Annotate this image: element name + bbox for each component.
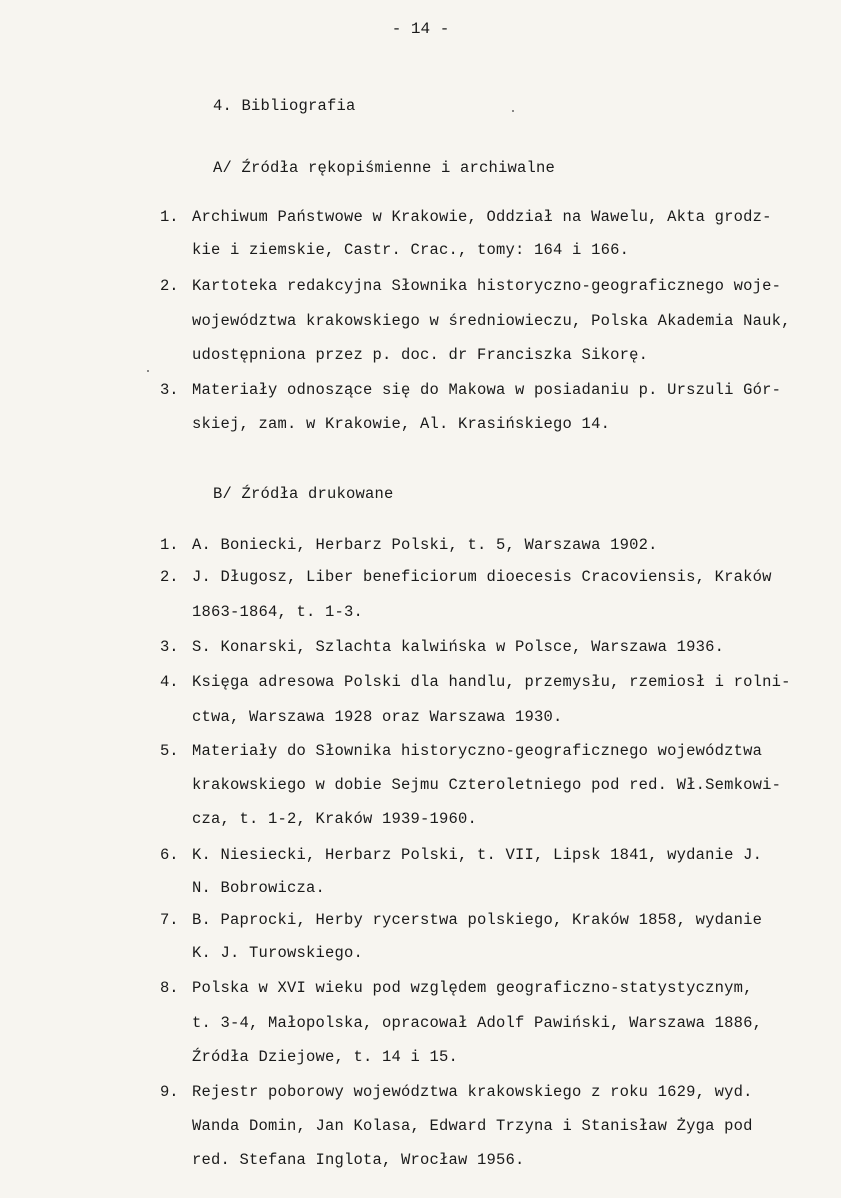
entry-b3-line1: S. Konarski, Szlachta kalwińska w Polsce, Warszawa 1936. — [192, 638, 725, 656]
entry-b3-number: 3. — [160, 638, 179, 656]
entry-b7-line2: K. J. Turowskiego. — [192, 944, 364, 962]
entry-b9-line3: red. Stefana Inglota, Wrocław 1956. — [192, 1151, 525, 1169]
entry-a3-line2: skiej, zam. w Krakowie, Al. Krasińskiego 14. — [192, 415, 611, 433]
scan-speck — [512, 110, 514, 112]
entry-b6-line2: N. Bobrowicza. — [192, 879, 326, 897]
subsection-b-title: B/ Źródła drukowane — [213, 485, 394, 503]
entry-b5-line3: cza, t. 1-2, Kraków 1939-1960. — [192, 810, 478, 828]
entry-b6-number: 6. — [160, 846, 179, 864]
entry-b4-line1: Księga adresowa Polski dla handlu, przemysłu, rzemiosł i rolni- — [192, 673, 791, 691]
entry-b4-number: 4. — [160, 673, 179, 691]
entry-b5-line1: Materiały do Słownika historyczno-geograficznego województwa — [192, 742, 763, 760]
entry-b2-number: 2. — [160, 568, 179, 586]
entry-b9-line1: Rejestr poborowy województwa krakowskiego z roku 1629, wyd. — [192, 1083, 753, 1101]
entry-a2-line2: województwa krakowskiego w średniowieczu, Polska Akademia Nauk, — [192, 312, 791, 330]
entry-b2-line2: 1863-1864, t. 1-3. — [192, 603, 364, 621]
scan-speck — [147, 370, 149, 372]
entry-b6-line1: K. Niesiecki, Herbarz Polski, t. VII, Lipsk 1841, wydanie J. — [192, 846, 763, 864]
entry-b8-number: 8. — [160, 979, 179, 997]
section-heading: 4. Bibliografia — [213, 97, 356, 115]
entry-b4-line2: ctwa, Warszawa 1928 oraz Warszawa 1930. — [192, 708, 563, 726]
entry-b1-number: 1. — [160, 536, 179, 554]
entry-a1-number: 1. — [160, 208, 179, 226]
entry-b5-number: 5. — [160, 742, 179, 760]
entry-b9-line2: Wanda Domin, Jan Kolasa, Edward Trzyna i Stanisław Żyga pod — [192, 1117, 753, 1135]
entry-b9-number: 9. — [160, 1083, 179, 1101]
entry-a3-line1: Materiały odnoszące się do Makowa w posiadaniu p. Urszuli Gór- — [192, 381, 782, 399]
entry-b1-line1: A. Boniecki, Herbarz Polski, t. 5, Warszawa 1902. — [192, 536, 658, 554]
entry-b8-line1: Polska w XVI wieku pod względem geograficzno-statystycznym, — [192, 979, 753, 997]
entry-b5-line2: krakowskiego w dobie Sejmu Czteroletniego pod red. Wł.Semkowi- — [192, 776, 782, 794]
entry-b7-line1: B. Paprocki, Herby rycerstwa polskiego, Kraków 1858, wydanie — [192, 911, 763, 929]
page-number: - 14 - — [391, 20, 450, 38]
entry-a2-line1: Kartoteka redakcyjna Słownika historyczno-geograficznego woje- — [192, 277, 782, 295]
subsection-a-title: A/ Źródła rękopiśmienne i archiwalne — [213, 159, 556, 177]
entry-b7-number: 7. — [160, 911, 179, 929]
entry-a1-line1: Archiwum Państwowe w Krakowie, Oddział na Wawelu, Akta grodz- — [192, 208, 772, 226]
entry-a2-number: 2. — [160, 277, 179, 295]
entry-a1-line2: kie i ziemskie, Castr. Crac., tomy: 164 i 166. — [192, 241, 630, 259]
entry-b8-line2: t. 3-4, Małopolska, opracował Adolf Pawiński, Warszawa 1886, — [192, 1014, 763, 1032]
entry-a3-number: 3. — [160, 381, 179, 399]
entry-b2-line1: J. Długosz, Liber beneficiorum dioecesis Cracoviensis, Kraków — [192, 568, 772, 586]
entry-b8-line3: Źródła Dziejowe, t. 14 i 15. — [192, 1048, 459, 1066]
entry-a2-line3: udostępniona przez p. doc. dr Franciszka Sikorę. — [192, 346, 649, 364]
